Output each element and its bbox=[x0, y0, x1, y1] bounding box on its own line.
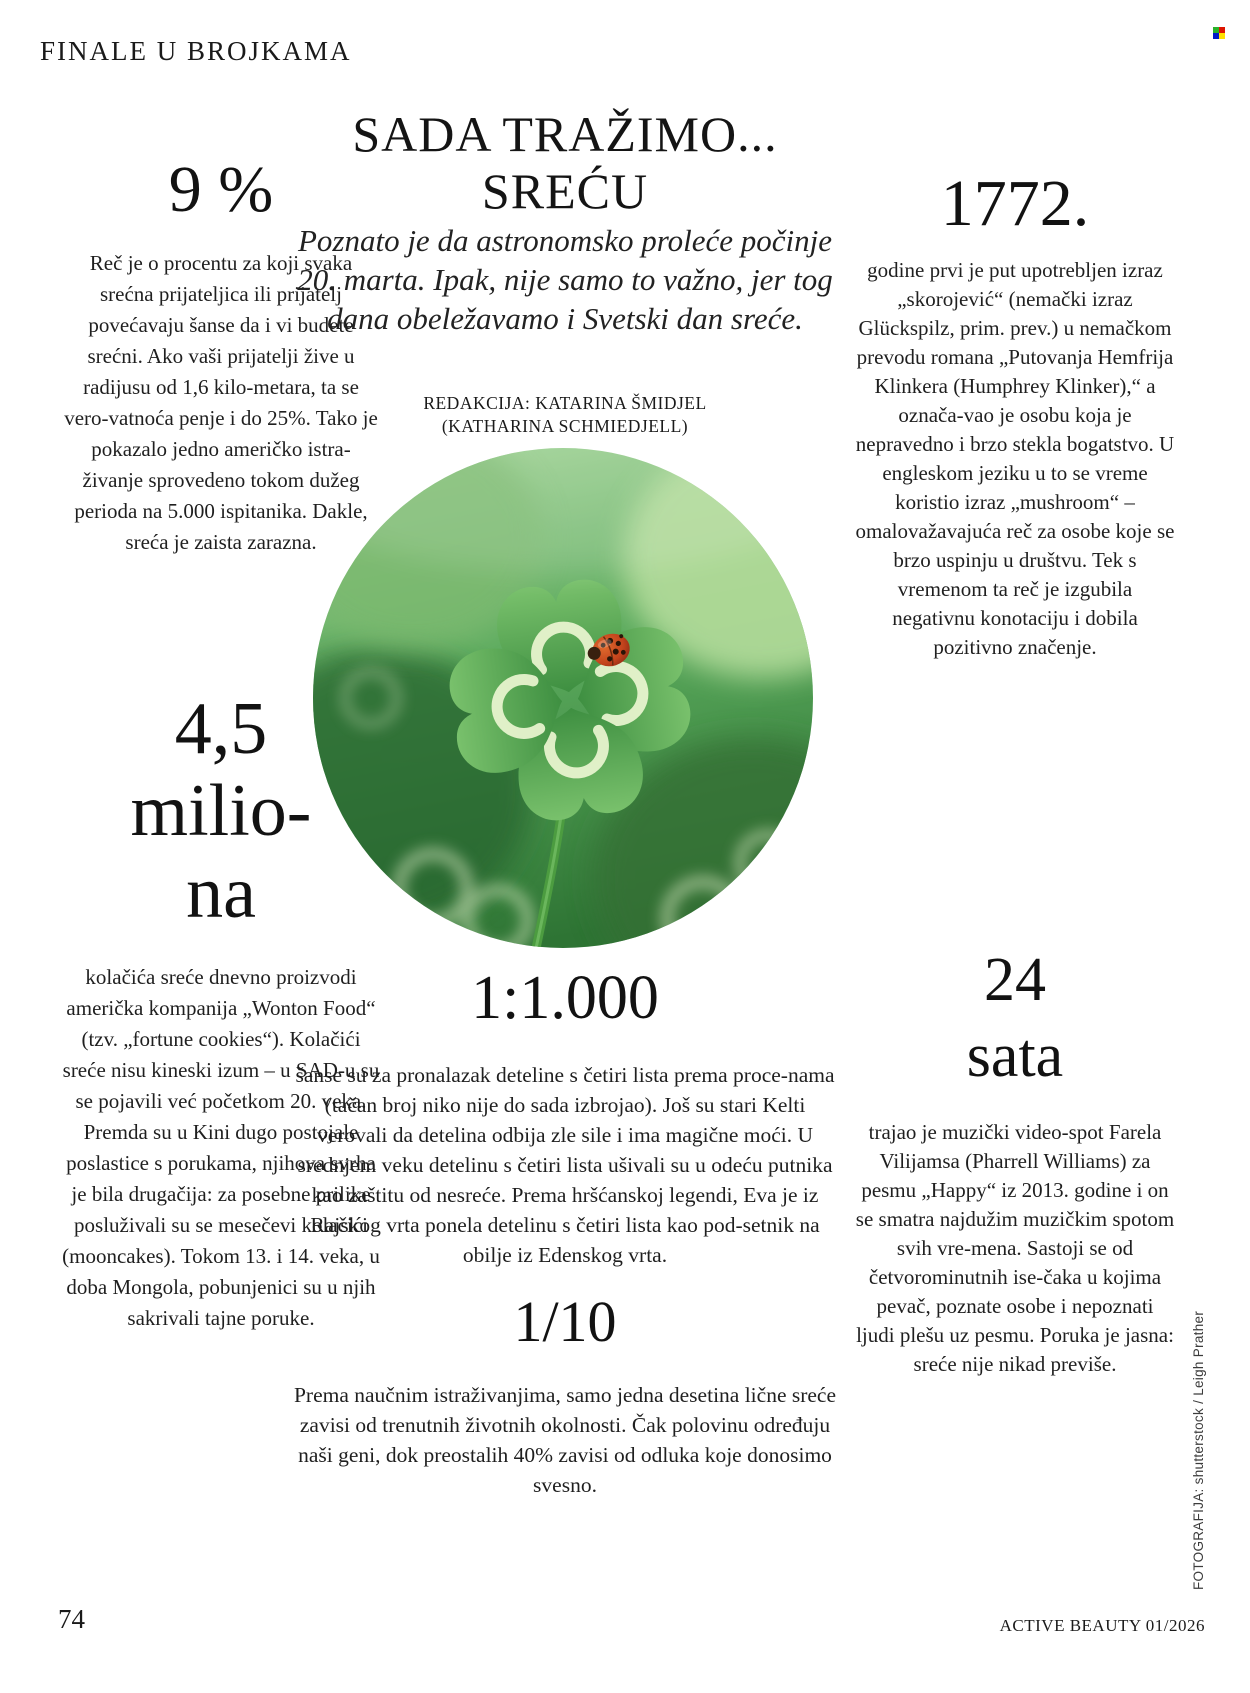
logo-square-red bbox=[1219, 27, 1225, 33]
kicker: FINALE U BROJKAMA bbox=[40, 36, 352, 66]
stat-4-5-million-line2: milio- bbox=[130, 770, 312, 852]
stat-one-tenth-number: 1/10 bbox=[513, 1289, 617, 1354]
byline-line1: REDAKCIJA: KATARINA ŠMIDJEL bbox=[423, 393, 707, 413]
stat-24-hours-number bbox=[855, 942, 1175, 1094]
stat-1772-number: 1772. bbox=[940, 167, 1090, 240]
page-title bbox=[302, 106, 828, 220]
page-number: 74 bbox=[58, 1604, 85, 1634]
stat-24-hours-line2: sata bbox=[966, 1022, 1064, 1090]
logo-square-green bbox=[1213, 27, 1219, 33]
stat-ratio-text: šanse su za pronalazak deteline s četiri lista prema proce-nama (tačan broj niko nije do sada izbrojao). Još su stari Kelti verovali da detelina odbija zle sile i ima magične moći. U srednjem veku detelinu s četiri lista ušivali su u odeću putnika kao zaštitu od nesreće. Prema hršćanskoj legendi, Eva je iz Rajskog vrta ponela detelinu s četiri lista kao pod-setnik na obilje iz Edenskog vrta. bbox=[295, 1063, 835, 1267]
stat-4-5-million-line1: 4,5 bbox=[174, 688, 268, 770]
stat-4-5-million-text: kolačića sreće dnevno proizvodi američka kompanija „Wonton Food“ (tzv. „fortune cookies“). Kolačići sreće nisu kineski izum – u SAD-u su se pojavili već početkom 20. veka. Premda su u Kini dugo postojale poslastice s porukama, njihova svrha je bila drugačija: za posebne prilike posluživali su se mesečevi kolačići (mooncakes). Tokom 13. i 14. veka, u doba Mongola, pobunjenici su u njih sakrivali tajne poruke. bbox=[62, 965, 380, 1330]
clover-photo bbox=[313, 448, 813, 948]
stat-9-percent-text: Reč je o procentu za koji svaka srećna prijateljica ili prijatelj povećavaju šanse da i vi budete srećni. Ako vaši prijatelji žive u radijusu od 1,6 kilo-metara, ta se vero-vatnoća penje i do 25%. Tako je pokazalo jedno američko istra-živanje sprovedeno tokom dužeg perioda na 5.000 ispitanika. Dakle, sreća je zaista zarazna. bbox=[64, 251, 378, 554]
issue-label: ACTIVE BEAUTY 01/2026 bbox=[999, 1616, 1205, 1635]
byline bbox=[302, 392, 828, 438]
stat-one-tenth-text: Prema naučnim istraživanjima, samo jedna desetina lične sreće zavisi od trenutnih životnih okolnosti. Čak polovinu određuju naši geni, dok preostalih 40% zavisi od odluka koje donosimo svesno. bbox=[293, 1383, 837, 1497]
stat-24-hours-text: trajao je muzički video-spot Farela Vilijamsa (Pharrell Williams) za pesmu „Happy“ iz 2013. godine i on se smatra najdužim muzičkim spotom svih vre-mena. Sastoji se od četvorominutnih ise-čaka u kojima pevač, poznate osobe i nepoznati ljudi plešu uz pesmu. Poruka je jasna: sreće nije nikad previše. bbox=[855, 1120, 1175, 1376]
stat-4-5-million-line3: na bbox=[186, 852, 256, 934]
stat-24-hours-line1: 24 bbox=[984, 946, 1046, 1014]
lede: Poznato je da astronomsko proleće počinje 20. marta. Ipak, nije samo to važno, jer tog dana obeležavamo i Svetski dan sreće. bbox=[297, 223, 833, 336]
page-title-line2: SREĆU bbox=[481, 163, 649, 219]
stat-1772-text: godine prvi je put upotrebljen izraz „skorojević“ (nemački izraz Glückspilz, prim. prev.) u nemačkom prevodu romana „Putovanja Hemfrija Klinkera (Humphrey Klinker),“ a označa-vao je osobu koja je nepravedno i brzo stekla bogatstvo. U engleskom jeziku u to se vreme koristio izraz „mushroom“ – omalovažavajuća reč za osobe koje se brzo uspinju u društvu. Tek s vremenom ta reč je izgubila negativnu konotaciju i dobila pozitivno značenje. bbox=[855, 258, 1175, 659]
stat-9-percent-number: 9 % bbox=[168, 153, 274, 226]
page-title-line1: SADA TRAŽIMO... bbox=[352, 106, 778, 162]
photo-credit: FOTOGRAFIJA: shutterstock / Leigh Prather bbox=[1191, 1310, 1206, 1590]
brand-logo-icon bbox=[1213, 27, 1225, 39]
logo-square-blue bbox=[1213, 33, 1219, 39]
clover-photo-illustration bbox=[313, 448, 813, 948]
stat-ratio-number: 1:1.000 bbox=[471, 964, 659, 1032]
logo-square-yellow bbox=[1219, 33, 1225, 39]
byline-line2: (KATHARINA SCHMIEDJELL) bbox=[441, 416, 689, 436]
